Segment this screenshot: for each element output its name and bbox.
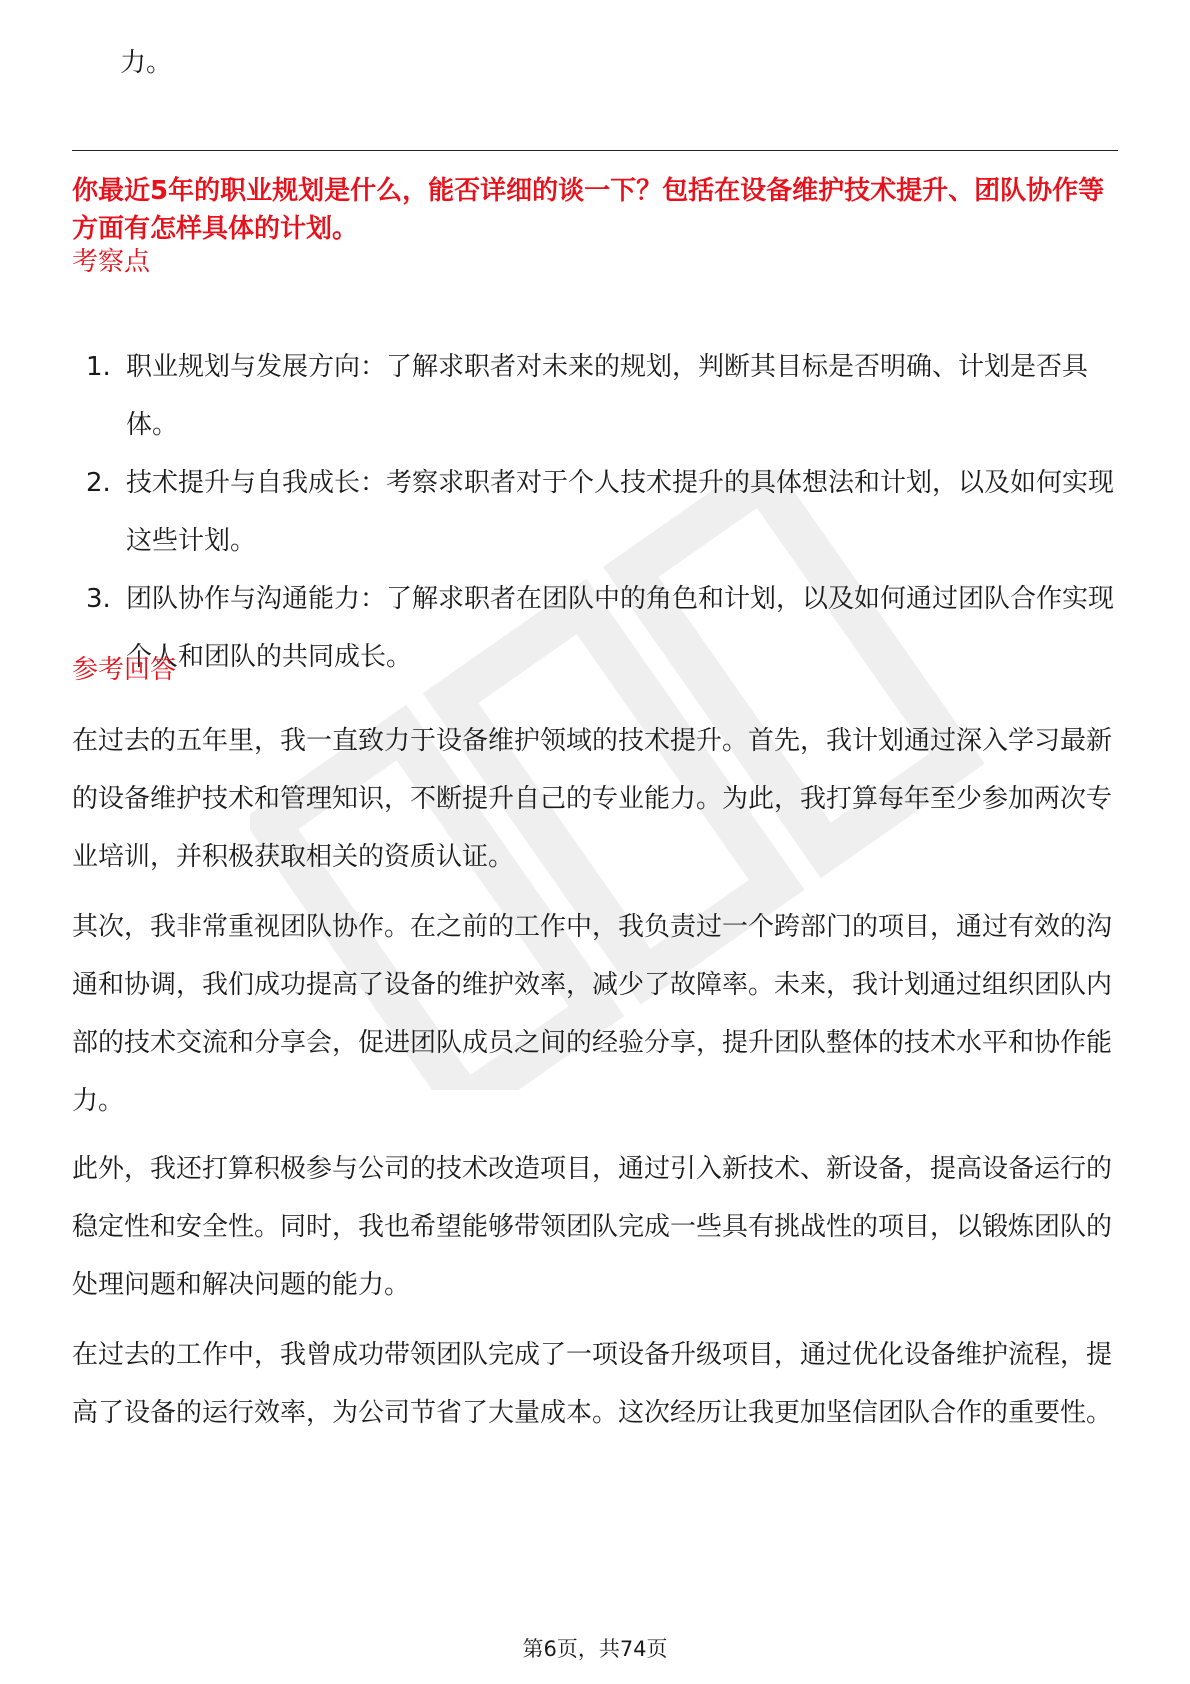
answer-paragraph: 在过去的工作中，我曾成功带领团队完成了一项设备升级项目，通过优化设备维护流程，提高了设备的运行效率，为公司节省了大量成本。这次经历让我更加坚信团队合作的重要性。	[72, 1340, 1113, 1428]
list-item	[72, 338, 1118, 454]
list-item-number: 3.	[86, 584, 111, 614]
list-item-text: 团队协作与沟通能力：了解求职者在团队中的角色和计划，以及如何通过团队合作实现个人和团队的共同成长。	[126, 584, 1115, 672]
list-item-number: 2.	[86, 468, 111, 498]
list-item	[72, 570, 1118, 686]
answer-paragraph: 在过去的五年里，我一直致力于设备维护领域的技术提升。首先，我计划通过深入学习最新的设备维护技术和管理知识，不断提升自己的专业能力。为此，我打算每年至少参加两次专业培训，并积极获取相关的资质认证。	[72, 726, 1113, 872]
reference-answer-title: 参考回答	[72, 655, 177, 685]
list-item	[72, 454, 1118, 570]
list-item-text: 技术提升与自我成长：考察求职者对于个人技术提升的具体想法和计划，以及如何实现这些计划。	[126, 468, 1115, 556]
answer-paragraph: 其次，我非常重视团队协作。在之前的工作中，我负责过一个跨部门的项目，通过有效的沟通和协调，我们成功提高了设备的维护效率，减少了故障率。未来，我计划通过组织团队内部的技术交流和分享会，促进团队成员之间的经验分享，提升团队整体的技术水平和协作能力。	[72, 912, 1113, 1116]
page-footer: 第6页，共74页	[522, 1637, 668, 1661]
previous-answer-tail: 力。	[120, 48, 173, 78]
exam-points-list	[72, 338, 1118, 686]
answer-paragraph: 此外，我还打算积极参与公司的技术改造项目，通过引入新技术、新设备，提高设备运行的稳定性和安全性。同时，我也希望能够带领团队完成一些具有挑战性的项目，以锻炼团队的处理问题和解决问题的能力。	[72, 1154, 1113, 1300]
list-item-number: 1.	[86, 352, 111, 382]
list-item-text: 职业规划与发展方向：了解求职者对未来的规划，判断其目标是否明确、计划是否具体。	[126, 352, 1089, 440]
exam-points-title: 考察点	[72, 247, 151, 277]
section-divider	[72, 150, 1118, 151]
question-heading: 你最近5年的职业规划是什么，能否详细的谈一下？包括在设备维护技术提升、团队协作等方面有怎样具体的计划。	[72, 176, 1105, 244]
